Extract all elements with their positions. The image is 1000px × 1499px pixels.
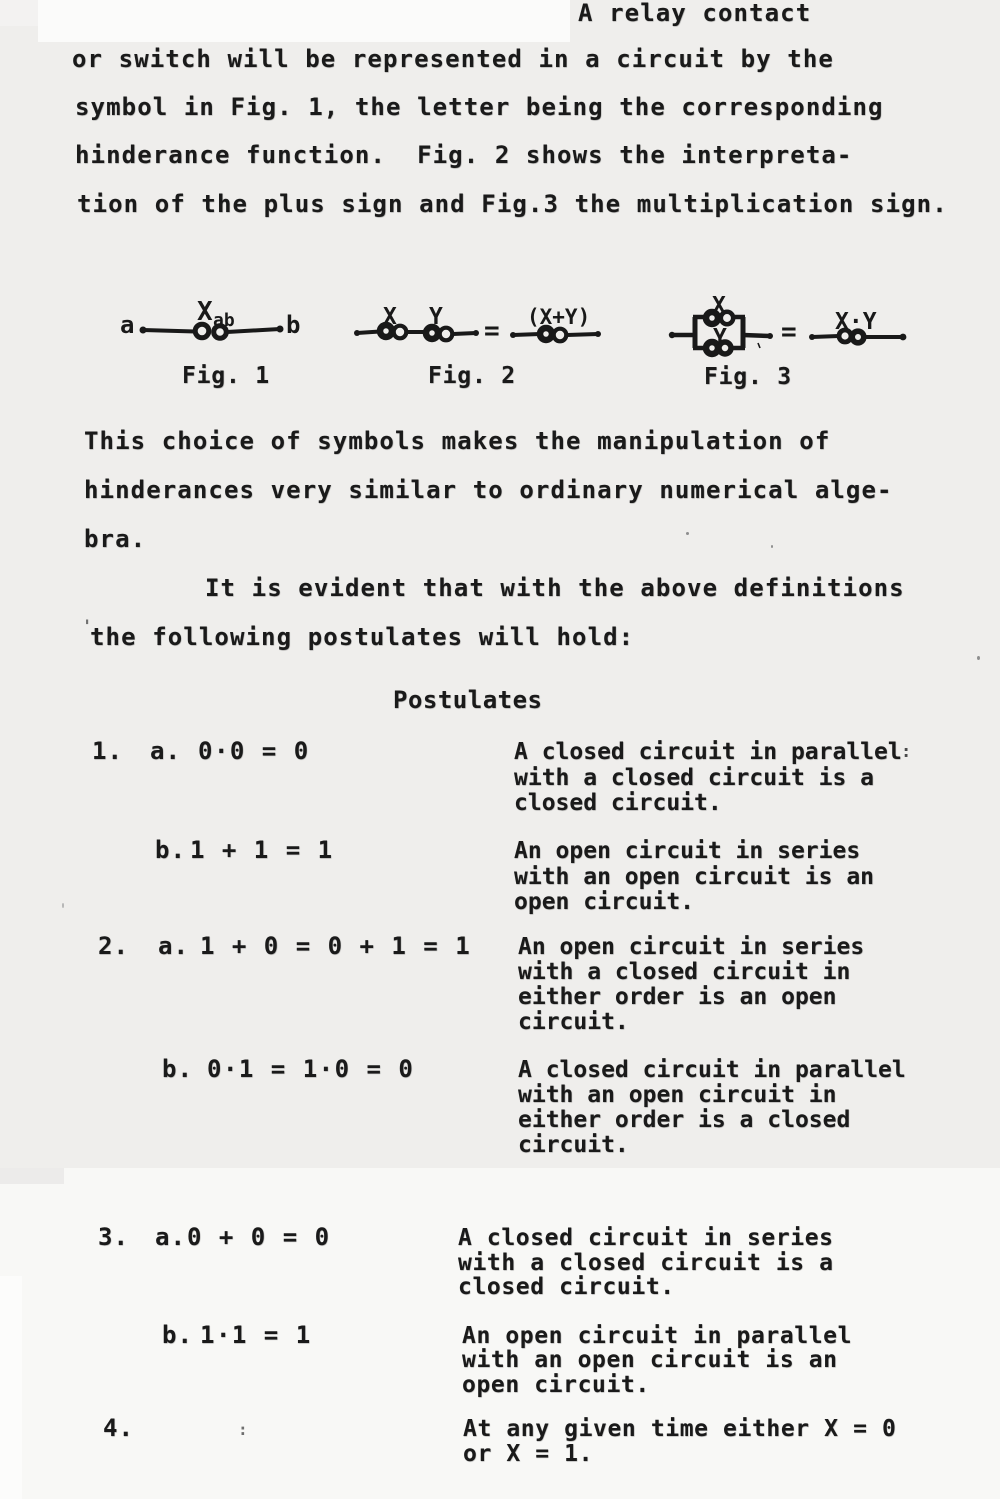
fig1-contact-label-sub: ab: [213, 310, 235, 331]
fig2-equals: =: [484, 316, 500, 346]
postulate-2b-desc-line: A closed circuit in parallel: [518, 1057, 906, 1083]
paragraph2-line2: hinderances very similar to ordinary numerical alge-: [84, 476, 893, 504]
fig2-caption: Fig. 2: [428, 363, 516, 389]
postulate-2a-desc-line: with a closed circuit in: [518, 959, 851, 985]
postulate-2a-sub: a.: [158, 932, 189, 960]
scan-band-notch: [0, 1168, 64, 1184]
paragraph2-line5: the following postulates will hold:: [90, 623, 635, 651]
postulate-3b-formula: 1·1 = 1: [200, 1321, 312, 1349]
paragraph2-line4: It is evident that with the above definitions: [205, 574, 905, 602]
postulate-1a-desc-line: A closed circuit in parallel: [514, 739, 902, 765]
postulate-2b-desc-line: with an open circuit in: [518, 1082, 837, 1108]
paragraph2-line1: This choice of symbols makes the manipulation of: [84, 427, 831, 455]
postulate-3a-desc-line: closed circuit.: [458, 1274, 675, 1300]
paragraph2-line3: bra.: [84, 525, 147, 553]
postulate-3a-desc-line: with a closed circuit is a: [458, 1250, 834, 1276]
scan-white-patch: [38, 0, 570, 42]
postulate-4-desc-line: At any given time either X = 0: [463, 1416, 897, 1442]
fig2-series-contacts: [354, 325, 479, 340]
postulate-1a-desc-line: with a closed circuit is a: [514, 765, 875, 791]
postulate-2a-desc-line: An open circuit in series: [518, 934, 865, 960]
postulate-2a-desc-line: circuit.: [518, 1009, 629, 1035]
postulate-1b-desc-line: with an open circuit is an: [514, 864, 875, 890]
fig2-result-label: (X+Y): [527, 305, 591, 329]
fig1-terminal-b: b: [286, 311, 301, 339]
figure-3-diagram: [650, 290, 940, 362]
fig1-contact-label: X: [197, 297, 213, 327]
fig2-label-x: X: [383, 304, 397, 330]
scan-stray-colon: :: [238, 1420, 248, 1439]
fig3-label-y: Y: [713, 325, 727, 351]
scan-stray-quote: ': [82, 617, 93, 637]
postulate-2b-desc-line: either order is a closed: [518, 1107, 851, 1133]
postulate-3b-sub: b.: [162, 1321, 193, 1349]
postulates-heading: Postulates: [393, 686, 543, 714]
postulate-3a-sub: a.: [155, 1223, 186, 1251]
paragraph1-line4: hinderance function. Fig. 2 shows the interpreta-: [75, 141, 853, 169]
paragraph1-line1: A relay contact: [578, 0, 812, 27]
fig3-caption: Fig. 3: [704, 364, 792, 390]
postulate-3-number: 3.: [98, 1223, 129, 1251]
postulate-3b-desc-line: An open circuit in parallel: [462, 1323, 853, 1349]
fig3-result-label: X·Y: [835, 309, 877, 335]
fig3-label-x: X: [712, 293, 726, 319]
postulate-1a-desc-line: closed circuit.: [514, 790, 722, 816]
figure-1-diagram: [110, 290, 310, 352]
postulate-1a-sub: a.: [150, 737, 181, 765]
postulate-4-desc-line: or X = 1.: [463, 1441, 594, 1467]
postulate-2b-formula: 0·1 = 1·0 = 0: [207, 1055, 415, 1083]
postulate-3b-desc-line: with an open circuit is an: [462, 1347, 838, 1373]
fig2-label-y: Y: [429, 304, 443, 330]
fig1-terminal-a: a: [120, 311, 135, 339]
paragraph1-line5: tion of the plus sign and Fig.3 the multiplication sign.: [77, 190, 948, 218]
postulate-1b-desc-line: An open circuit in series: [514, 838, 861, 864]
fig1-caption: Fig. 1: [182, 363, 270, 389]
paragraph1-line2: or switch will be represented in a circuit by the: [72, 45, 834, 73]
scan-speck: [686, 532, 689, 535]
scan-stray-tail: :: [901, 742, 912, 762]
postulate-1a-formula: 0·0 = 0: [198, 737, 310, 765]
postulate-3a-desc-line: A closed circuit in series: [458, 1225, 834, 1251]
postulate-2b-desc-line: circuit.: [518, 1132, 629, 1158]
postulate-1-number: 1.: [92, 737, 123, 765]
postulate-2a-formula: 1 + 0 = 0 + 1 = 1: [200, 932, 472, 960]
figure-2-diagram: [345, 290, 615, 348]
scan-left-strip: [0, 1276, 22, 1499]
postulate-3a-formula: 0 + 0 = 0: [187, 1223, 331, 1251]
postulate-1b-sub: b.: [155, 836, 186, 864]
postulate-1b-formula: 1 + 1 = 1: [190, 836, 334, 864]
scan-speck: [977, 656, 980, 660]
fig3-equals: =: [781, 317, 797, 347]
scan-speck: [771, 545, 773, 548]
postulate-2-number: 2.: [98, 932, 129, 960]
postulate-4-number: 4.: [103, 1414, 134, 1442]
scan-speck: [62, 903, 64, 908]
postulate-2a-desc-line: either order is an open: [518, 984, 837, 1010]
postulate-1b-desc-line: open circuit.: [514, 889, 695, 915]
fig2-result-contact: [510, 328, 601, 341]
postulate-3b-desc-line: open circuit.: [462, 1372, 650, 1398]
scan-gray-patch: [0, 0, 38, 26]
postulate-2b-sub: b.: [162, 1055, 193, 1083]
paragraph1-line3: symbol in Fig. 1, the letter being the corresponding: [75, 93, 884, 121]
